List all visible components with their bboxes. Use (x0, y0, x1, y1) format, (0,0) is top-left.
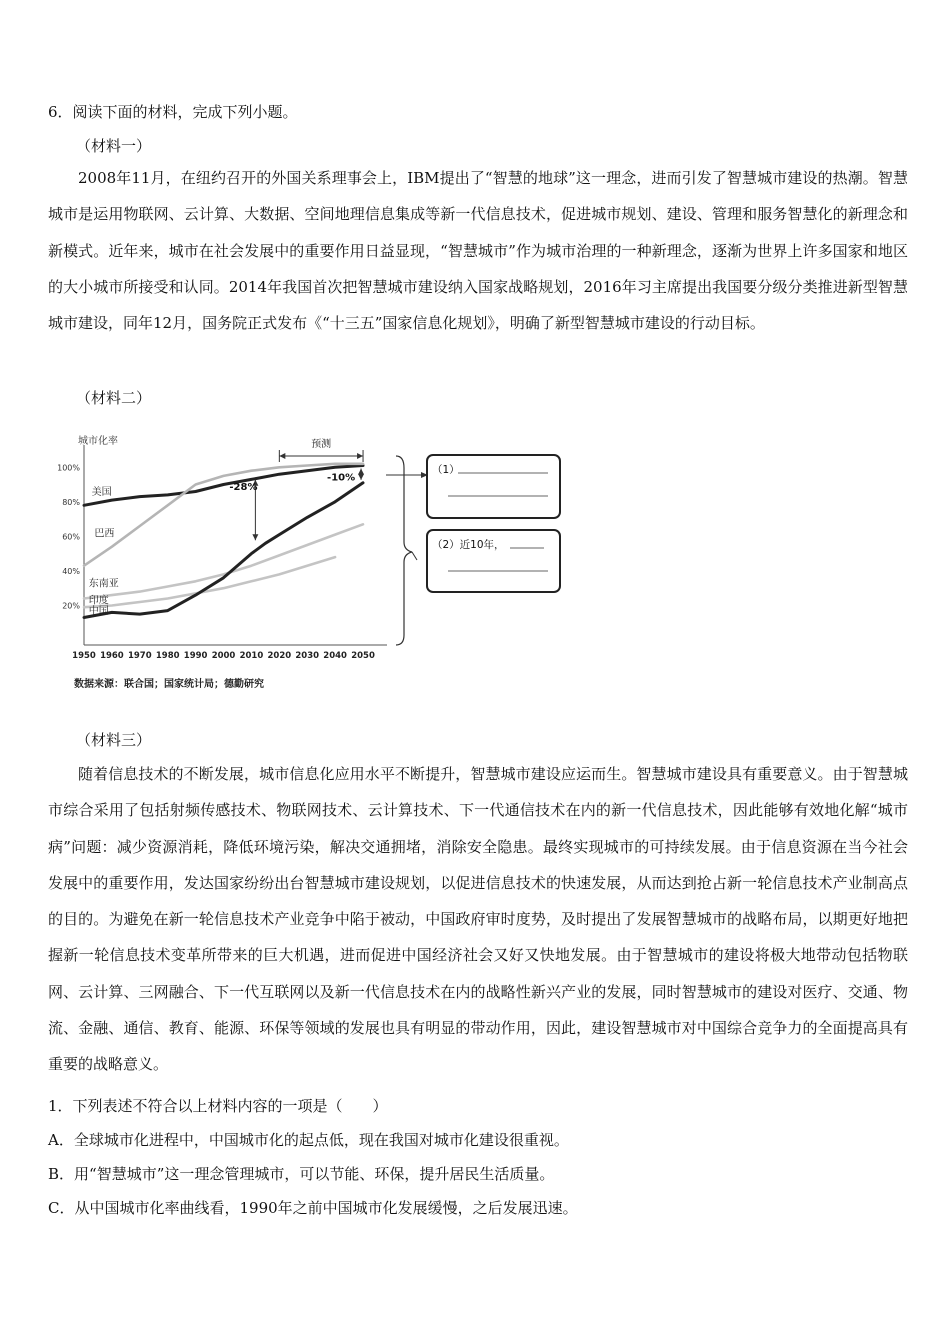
y-tick-label: 20% (62, 601, 80, 611)
chart-series (84, 464, 363, 618)
y-axis-label: 城市化率 (78, 436, 118, 447)
forecast-arrow-right (357, 453, 363, 459)
series-label: 美国 (91, 486, 112, 498)
series-label: 印度 (88, 595, 109, 607)
series-label: 东南亚 (88, 578, 119, 590)
gap-label: -10% (327, 472, 356, 484)
forecast-arrow-left (279, 453, 285, 459)
x-tick-label: 2020 (267, 651, 292, 661)
y-tick-label: 100% (57, 463, 80, 473)
x-tick-label: 2000 (211, 651, 236, 661)
x-tick-label: 1980 (155, 651, 180, 661)
x-tick-label: 1990 (183, 651, 208, 661)
material2-label: （材料二） (76, 389, 152, 407)
gap-arrow-top (358, 469, 364, 475)
x-tick-label: 2050 (351, 651, 375, 661)
x-tick-label: 1960 (100, 651, 124, 661)
y-tick-label: 80% (62, 497, 80, 507)
x-tick-label: 2010 (239, 651, 264, 661)
series-line-巴西 (84, 464, 363, 566)
series-line-中国 (84, 483, 363, 618)
material3-text: 随着信息技术的不断发展，城市信息化应用水平不断提升，智慧城市建设应运而生。智慧城市建设具有重要意义。由于智慧城市综合采用了包括射频传感技术、物联网技术、云计算技术、下一代通信技术在内的新一代信息技术，因此能够有效地化解“城市病”问题：减少资源消耗，降低环境污染，解决交通拥堵，消除安全隐患。最终实现城市的可持续发展。由于信息资源在当今社会发展中的重要作用，发达国家纷纷出台智慧城市建设规划，以促进信息技术的快速发展，从而达到抢占新一轮信息技术产业制高点的目的。为避免在新一轮信息技术产业竞争中陷于被动，中国政府审时度势，及时提出了发展智慧城市的战略布局，以期更好地把握新一轮信息技术变革所带来的巨大机遇，进而促进中国经济社会又好又快地发展。由于智慧城市的建设将极大地带动包括物联网、云计算、三网融合、下一代互联网以及新一代信息技术在内的战略性新兴产业的发展，同时智慧城市的建设对医疗、交通、物流、金融、通信、教育、能源、环保等领域的发展也具有明显的带动作用，因此，建设智慧城市对中国综合竞争力的全面提高具有重要的战略意义。 (48, 765, 908, 1074)
series-label: 巴西 (94, 528, 115, 540)
answer-box-label: （1） (432, 464, 460, 476)
option-b: B．用“智慧城市”这一理念管理城市，可以节能、环保，提升居民生活质量。 (48, 1165, 555, 1183)
y-tick-label: 40% (62, 566, 80, 576)
x-tick-label: 1950 (72, 651, 96, 661)
option-c: C．从中国城市化率曲线看，1990年之前中国城市化发展缓慢，之后发展迅速。 (48, 1199, 578, 1217)
gap-label: -28% (229, 482, 258, 494)
x-tick-label: 2030 (295, 651, 320, 661)
chart-source: 数据来源：联合国；国家统计局；德勤研究 (74, 679, 264, 690)
forecast-label: 预测 (311, 439, 332, 450)
gap-arrow-bottom (252, 534, 258, 540)
material1-label: （材料一） (76, 137, 152, 155)
option-a: A．全球城市化进程中，中国城市化的起点低，现在我国对城市化建设很重视。 (48, 1131, 569, 1149)
y-tick-label: 60% (62, 532, 80, 542)
series-line-美国 (84, 466, 363, 506)
urbanization-chart (44, 420, 574, 705)
curly-brace (396, 456, 412, 645)
x-tick-label: 1970 (127, 651, 152, 661)
material1-text: 2008年11月，在纽约召开的外国关系理事会上，IBM提出了“智慧的地球”这一理念，进而引发了智慧城市建设的热潮。智慧城市是运用物联网、云计算、大数据、空间地理信息集成等新一代信息技术，促进城市规划、建设、管理和服务智慧化的新理念和新模式。近年来，城市在社会发展中的重要作用日益显现，“智慧城市”作为城市治理的一种新理念，逐渐为世界上许多国家和地区的大小城市所接受和认同。2014年我国首次把智慧城市建设纳入国家战略规划，2016年习主席提出我国要分级分类推进新型智慧城市建设，同年12月，国务院正式发布《“十三五”国家信息化规划》，明确了新型智慧城市建设的行动目标。 (48, 169, 908, 333)
x-tick-label: 2040 (323, 651, 347, 661)
question-intro: 6．阅读下面的材料，完成下列小题。 (48, 103, 298, 121)
answer-box-label: （2）近10年， (432, 539, 505, 551)
arrow-to-box2 (412, 552, 417, 560)
gap-arrow-bottom (358, 474, 364, 480)
material3-label: （材料三） (76, 731, 152, 749)
sub-question-stem: 1．下列表述不符合以上材料内容的一项是（ ） (48, 1097, 388, 1115)
series-label: 中国 (88, 606, 109, 618)
series-line-印度 (84, 557, 335, 607)
